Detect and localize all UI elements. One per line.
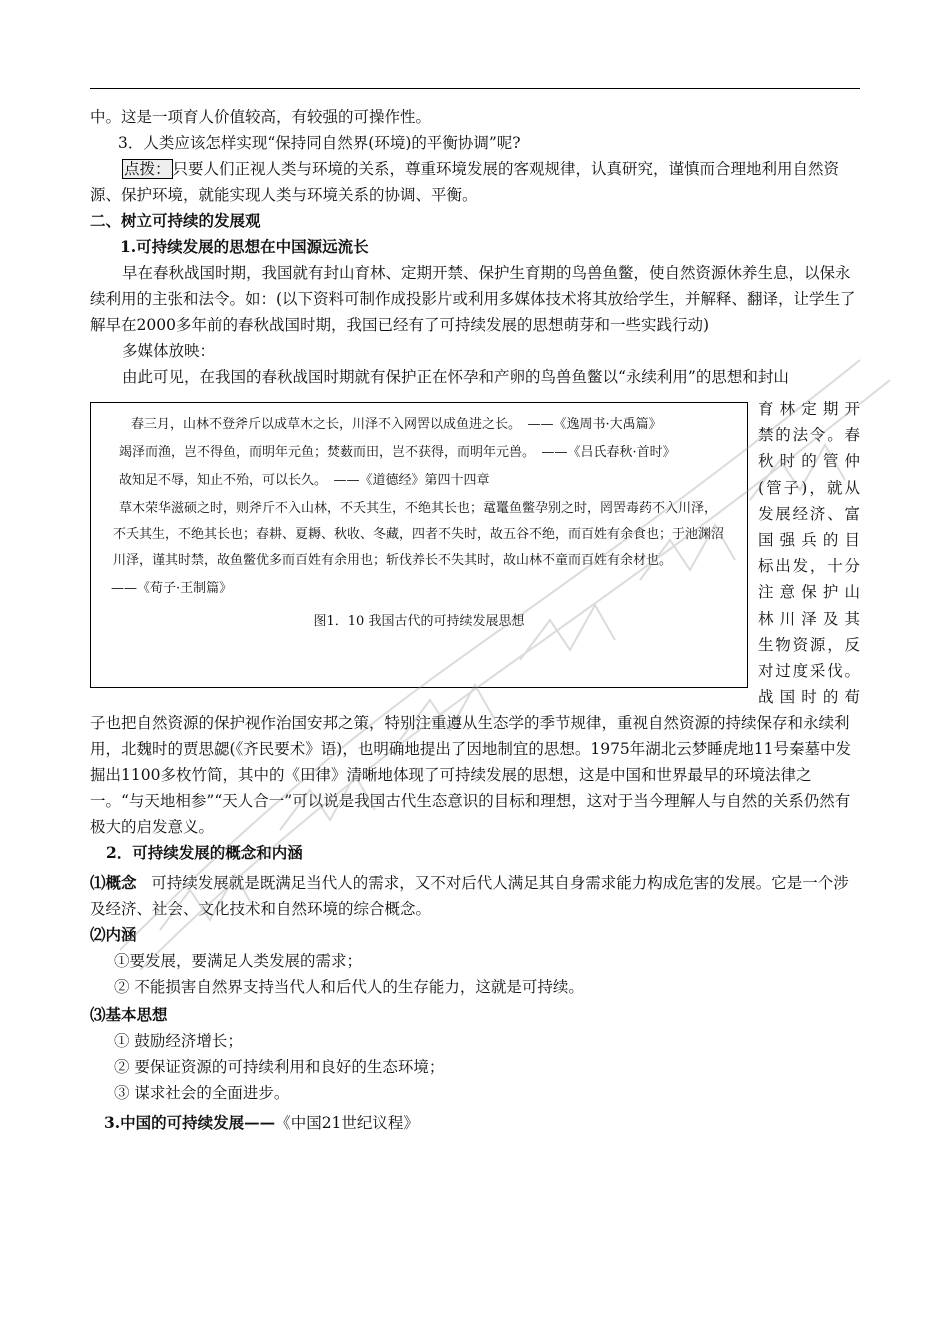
header-rule [90, 88, 860, 89]
quote-4-source: ——《荀子·王制篇》 [111, 581, 233, 596]
side-line: 对过度采伐。 [758, 662, 860, 681]
side-text-column [758, 396, 860, 710]
side-line: 发展经济、富 [758, 504, 860, 523]
subheading-3 [104, 1110, 860, 1136]
side-line: 标出发，十分 [758, 557, 860, 576]
basic-idea-item-3: ③ 谋求社会的全面进步。 [114, 1084, 290, 1102]
subheading-1: 1.可持续发展的思想在中国源远流长 [120, 237, 369, 256]
side-line: 生物资源，反 [758, 635, 860, 654]
quote-3: 故知足不辱，知止不殆，可以长久。 ——《道德经》第四十四章 [119, 473, 490, 488]
side-line: 秋时的管仲 [758, 452, 860, 471]
section-heading-2: 二、树立可持续的发展观 [90, 211, 261, 230]
basic-idea-item-2: ② 要保证资源的可持续利用和良好的生态环境； [114, 1058, 445, 1076]
quote-4a: 草木荣华滋硕之时，则斧斤不入山林，不夭其生，不绝其长也；鼋鼍鱼鳖孕别之时，罔罟毒药不入川泽， [119, 501, 718, 516]
side-line: 林川泽及其 [758, 609, 860, 628]
concept-text: 可持续发展就是既满足当代人的需求，又不对后代人满足其自身需求能力构成危害的发展。它是一个涉及经济、社会、文化技术和自然环境的综合概念。 [90, 874, 849, 918]
side-line: (管子)，就从 [758, 478, 860, 497]
quote-box [90, 402, 748, 688]
figure-caption: 图1．10 我国古代的可持续发展思想 [313, 614, 525, 629]
side-line: 国强兵的目 [758, 531, 860, 550]
hint-paragraph [90, 156, 860, 208]
hint-tag: 点拨： [124, 160, 171, 178]
hint-text: 只要人们正视人类与环境的关系，尊重环境发展的客观规律，认真研究，谨慎而合理地利用自然资源、保护环境，就能实现人类与环境关系的协调、平衡。 [90, 160, 840, 204]
connotation-item-2: ② 不能损害自然界支持当代人和后代人的生存能力，这就是可持续。 [114, 978, 584, 996]
question-3: 3．人类应该怎样实现“保持同自然界(环境)的平衡协调”呢? [118, 134, 521, 152]
side-line: 育林定期开 [758, 400, 860, 418]
subheading-3-title: 《中国21世纪议程》 [275, 1114, 419, 1132]
side-line: 禁的法令。春 [758, 426, 860, 445]
connotation-head: ⑵内涵 [90, 925, 137, 944]
subheading-3-bold: 3.中国的可持续发展—— [104, 1113, 276, 1132]
quote-2: 竭泽而渔，岂不得鱼，而明年元鱼；焚薮而田，岂不获得，而明年元兽。 ——《吕氏春秋·首时》 [119, 445, 676, 460]
paragraph-1: 早在春秋战国时期，我国就有封山育林、定期开禁、保护生育期的鸟兽鱼鳖，使自然资源休养生息，以保永续利用的主张和法令。如：(以下资料可制作成投影片或利用多媒体技术将其放给学生，并解释、翻译，让学生了解早在2000多年前的春秋战国时期，我国已经有了可持续发展的思想萌芽和一些实践行动) [90, 264, 856, 334]
text-line: 中。这是一项育人价值较高，有较强的可操作性。 [90, 108, 432, 126]
side-line: 注意保护山 [758, 583, 860, 602]
basic-idea-head: ⑶基本思想 [90, 1005, 168, 1024]
paragraph-3: 由此可见，在我国的春秋战国时期就有保护正在怀孕和产卵的鸟兽鱼鳖以“永续利用”的思想和封山 [122, 368, 789, 386]
quote-4b: 不夭其生，不绝其长也；春耕、夏耨、秋收、冬藏，四者不失时，故五谷不绝，而百姓有余食也；于池渊沼 [113, 527, 725, 542]
concept-head: ⑴概念 [90, 873, 137, 892]
concept-paragraph [90, 870, 860, 922]
paragraph-4: 子也把自然资源的保护视作治国安邦之策，特别注重遵从生态学的季节规律，重视自然资源的持续保存和永续利用，北魏时的贾思勰(《齐民要术》语)，也明确地提出了因地制宜的思想。1975年湖北云梦睡虎地11号秦墓中发掘出1100多枚竹简，其中的《田律》清晰地体现了可持续发展的思想，这是中国和世界最早的环境法律之一。“与天地相参”“天人合一”可以说是我国古代生态意识的目标和理想，这对于当今理解人与自然的关系仍然有极大的启发意义。 [90, 714, 852, 836]
side-line: 战国时的荀 [758, 688, 860, 707]
subheading-2: 2．可持续发展的概念和内涵 [106, 843, 303, 862]
paragraph-2: 多媒体放映： [122, 342, 216, 360]
quote-4c: 川泽，谨其时禁，故鱼鳖优多而百姓有余用也；斩伐养长不失其时，故山林不童而百姓有余材也。 [113, 553, 673, 568]
connotation-item-1: ①要发展，要满足人类发展的需求； [114, 952, 363, 970]
quote-1: 春三月，山林不登斧斤以成草木之长，川泽不入网罟以成鱼进之长。 ——《逸周书·大禹篇》 [131, 417, 662, 432]
basic-idea-item-1: ① 鼓励经济增长； [114, 1032, 243, 1050]
